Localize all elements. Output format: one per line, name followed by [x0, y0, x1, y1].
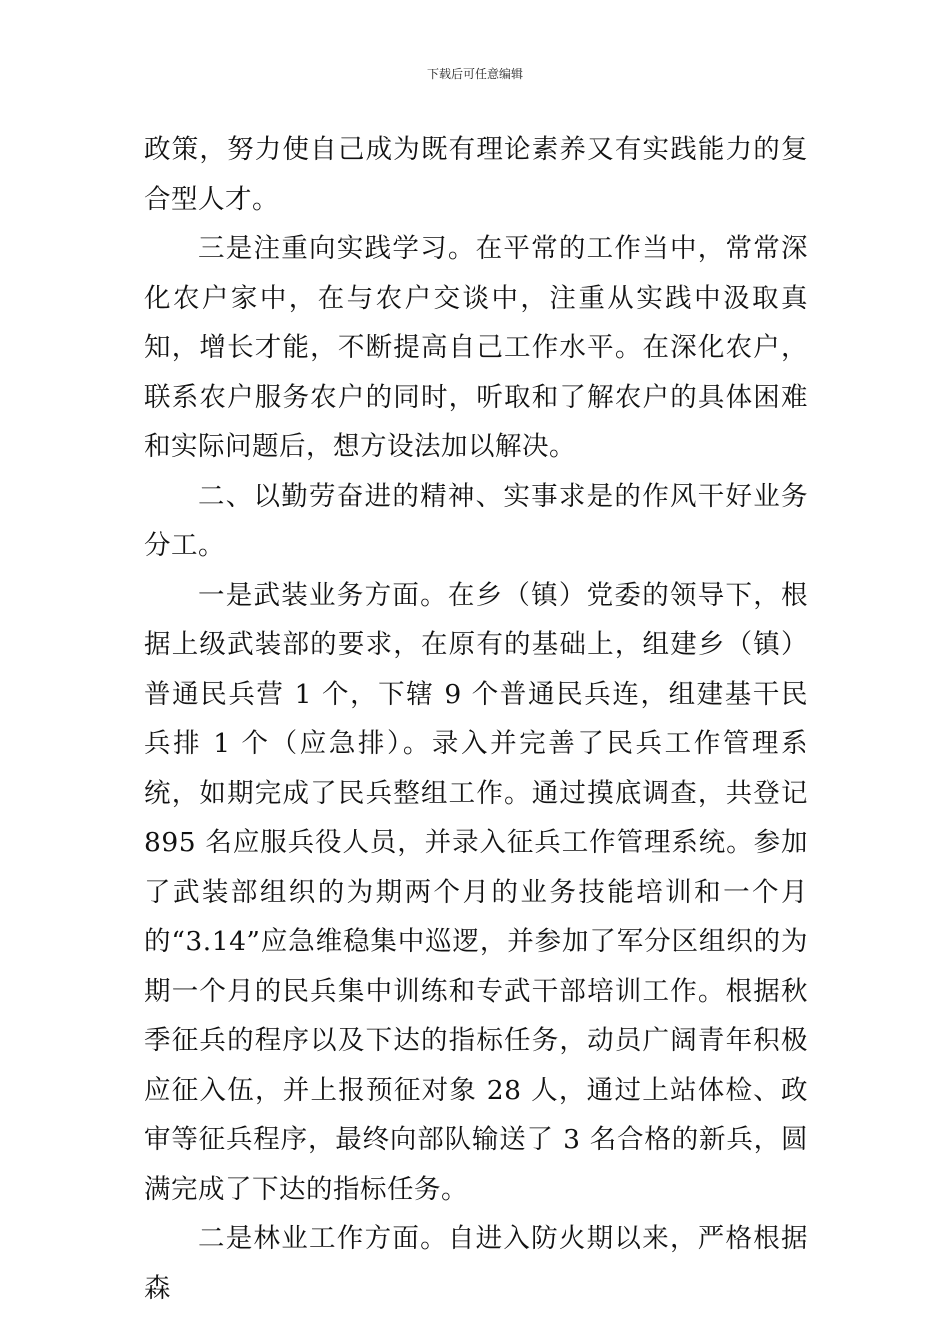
paragraph-forestry-work: 二是林业工作方面。自进入防火期以来，严格根据森	[144, 1223, 808, 1304]
section-heading-work-division: 二、以勤劳奋进的精神、实事求是的作风干好业务分工。	[144, 480, 808, 561]
document-body	[144, 125, 808, 1313]
paragraph-practice-learning: 三是注重向实践学习。在平常的工作当中，常常深化农户家中，在与农户交谈中，注重从实践中汲取真知，增长才能，不断提高自己工作水平。在深化农户，联系农户服务农户的同时，听取和了解农户的具体困难和实际问题后，想方设法加以解决。	[144, 233, 808, 462]
paragraph-armed-forces-work: 一是武装业务方面。在乡（镇）党委的领导下，根据上级武装部的要求，在原有的基础上，组建乡（镇）普通民兵营 1 个，下辖 9 个普通民兵连，组建基干民兵排 1 个（应急排）。录入并完善了民兵工作管理系统，如期完成了民兵整组工作。通过摸底调查，共登记 895 名应服兵役人员，并录入征兵工作管理系统。参加了武装部组织的为期两个月的业务技能培训和一个月的“3.14”应急维稳集中巡逻，并参加了军分区组织的为期一个月的民兵集中训练和专武干部培训工作。根据秋季征兵的程序以及下达的指标任务，动员广阔青年积极应征入伍，并上报预征对象 28 人，通过上站体检、政审等征兵程序，最终向部队输送了 3 名合格的新兵，圆满完成了下达的指标任务。	[144, 579, 808, 1205]
page-header-note: 下载后可任意编辑	[426, 67, 523, 81]
paragraph-continuation: 政策，努力使自己成为既有理论素养又有实践能力的复合型人才。	[144, 134, 808, 215]
